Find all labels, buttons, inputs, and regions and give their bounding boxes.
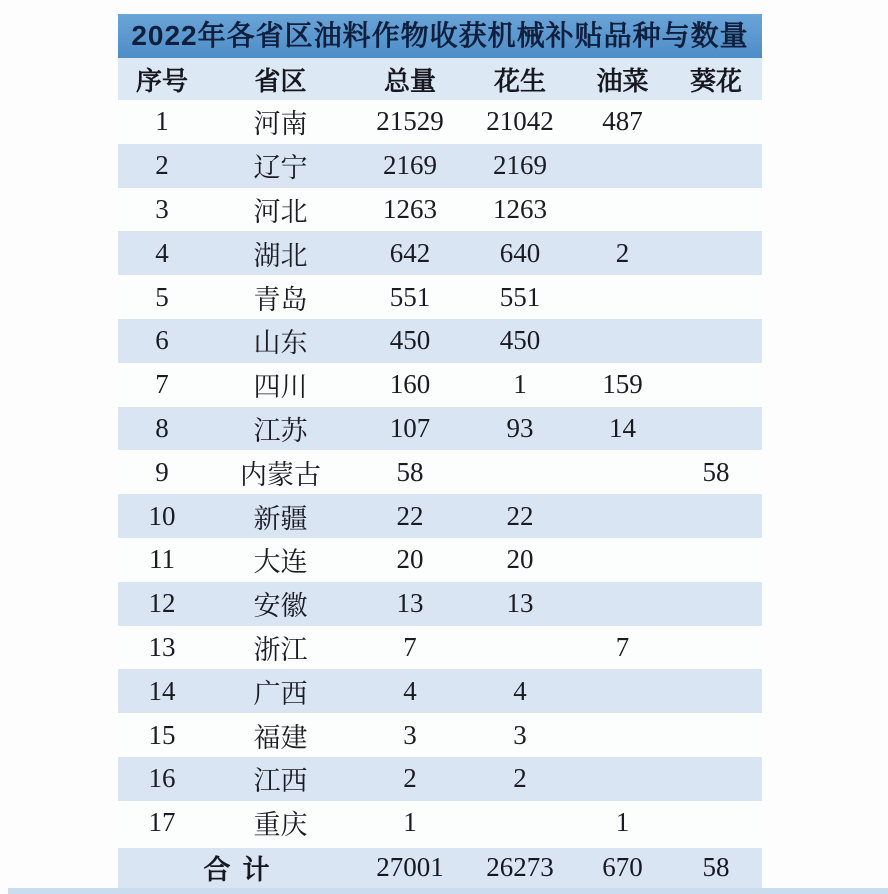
province-cell: 江苏	[253, 415, 308, 446]
rapeseed-cell: 7	[615, 631, 630, 662]
total-row-label: 合计	[203, 855, 282, 886]
total-cell: 3	[403, 719, 417, 750]
column-header-province: 省区	[254, 65, 307, 96]
sunflower-cell: 58	[702, 456, 730, 487]
total-cell: 2169	[383, 150, 437, 181]
table-row	[118, 669, 762, 713]
table-row	[118, 626, 762, 670]
table-row	[118, 363, 762, 407]
seq-cell: 5	[155, 281, 169, 312]
next-element-edge	[8, 888, 888, 894]
total-cell: 22	[396, 500, 424, 531]
total-cell: 21529	[376, 106, 444, 137]
seq-cell: 15	[148, 719, 176, 750]
column-header-total: 总量	[383, 65, 436, 96]
seq-cell: 16	[148, 763, 176, 794]
peanut-cell: 1	[513, 369, 527, 400]
province-cell: 青岛	[253, 284, 308, 315]
sunflower-sum-cell: 58	[702, 852, 730, 883]
province-cell: 大连	[253, 547, 308, 578]
peanut-cell: 450	[499, 325, 541, 356]
column-header-peanut: 花生	[493, 65, 546, 96]
province-cell: 湖北	[253, 240, 308, 271]
peanut-cell: 21042	[486, 106, 554, 137]
total-cell: 58	[396, 456, 424, 487]
subsidy-table	[118, 14, 762, 888]
column-header-seq: 序号	[135, 65, 188, 96]
table-row	[118, 231, 762, 275]
total-cell: 450	[389, 325, 431, 356]
peanut-cell: 3	[513, 719, 527, 750]
peanut-cell: 1263	[493, 193, 547, 224]
table-row	[118, 100, 762, 144]
peanut-cell: 13	[506, 588, 534, 619]
seq-cell: 9	[155, 456, 169, 487]
seq-cell: 6	[155, 325, 169, 356]
table-row	[118, 275, 762, 319]
total-cell: 7	[403, 631, 417, 662]
peanut-cell: 93	[506, 412, 534, 443]
rapeseed-cell: 2	[615, 237, 630, 268]
table-row	[118, 801, 762, 845]
seq-cell: 17	[148, 807, 176, 838]
total-sum-cell: 27001	[376, 852, 444, 883]
peanut-cell: 2169	[493, 150, 547, 181]
rapeseed-cell: 487	[602, 106, 643, 137]
seq-cell: 4	[155, 237, 169, 268]
province-cell: 新疆	[253, 503, 308, 534]
rapeseed-cell: 159	[602, 369, 643, 400]
seq-cell: 11	[149, 544, 175, 575]
peanut-cell: 22	[506, 500, 534, 531]
province-cell: 安徽	[253, 591, 308, 622]
table-row	[118, 582, 762, 626]
table-row	[118, 450, 762, 494]
table-row	[118, 538, 762, 582]
total-cell: 1	[403, 807, 417, 838]
peanut-cell: 640	[499, 237, 541, 268]
total-cell: 160	[389, 369, 431, 400]
table-title: 2022年各省区油料作物收获机械补贴品种与数量	[118, 14, 762, 58]
total-cell: 20	[396, 544, 424, 575]
total-cell: 551	[389, 281, 431, 312]
seq-cell: 3	[155, 193, 169, 224]
table-row	[118, 494, 762, 538]
peanut-cell: 2	[513, 763, 527, 794]
seq-cell: 8	[155, 412, 169, 443]
province-cell: 四川	[253, 372, 308, 403]
peanut-cell: 4	[513, 675, 527, 706]
province-cell: 内蒙古	[240, 459, 321, 490]
total-cell: 4	[403, 675, 417, 706]
table-row	[118, 188, 762, 232]
seq-cell: 1	[155, 106, 169, 137]
seq-cell: 12	[148, 588, 176, 619]
peanut-cell: 20	[506, 544, 534, 575]
province-cell: 广西	[253, 678, 308, 709]
province-cell: 重庆	[253, 810, 308, 841]
table-row	[118, 713, 762, 757]
total-cell: 2	[403, 763, 417, 794]
table-row	[118, 757, 762, 801]
province-cell: 浙江	[253, 634, 308, 665]
table-row	[118, 407, 762, 451]
province-cell: 河北	[253, 196, 308, 227]
seq-cell: 14	[148, 675, 176, 706]
total-cell: 107	[389, 412, 431, 443]
peanut-sum-cell: 26273	[486, 852, 554, 883]
table-row	[118, 319, 762, 363]
total-cell: 13	[396, 588, 424, 619]
table-row	[118, 144, 762, 188]
province-cell: 河南	[253, 109, 308, 140]
seq-cell: 7	[155, 369, 169, 400]
seq-cell: 13	[148, 631, 176, 662]
rapeseed-cell: 14	[609, 412, 636, 443]
table-total-row	[118, 848, 762, 888]
column-header-sunflower: 葵花	[689, 65, 742, 96]
province-cell: 福建	[253, 722, 308, 753]
province-cell: 辽宁	[253, 153, 308, 184]
rapeseed-sum-cell: 670	[602, 852, 643, 883]
peanut-cell: 551	[499, 281, 541, 312]
seq-cell: 10	[148, 500, 176, 531]
table-header-row	[118, 58, 762, 100]
province-cell: 山东	[253, 328, 308, 359]
rapeseed-cell: 1	[615, 807, 630, 838]
province-cell: 江西	[253, 766, 308, 797]
seq-cell: 2	[155, 150, 169, 181]
total-cell: 642	[389, 237, 431, 268]
column-header-rapeseed: 油菜	[596, 65, 649, 96]
total-cell: 1263	[383, 193, 437, 224]
